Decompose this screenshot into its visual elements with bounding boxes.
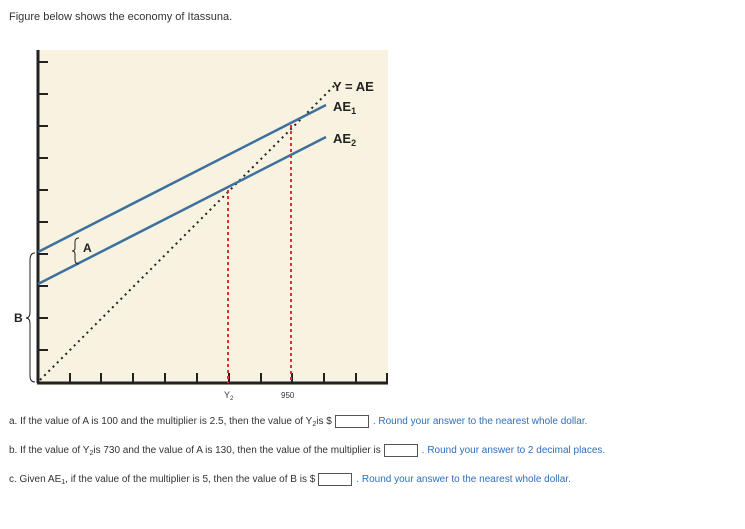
label-y-equals-ae: Y = AE xyxy=(333,79,374,94)
question-a-sub: 2 xyxy=(312,421,317,428)
label-a: A xyxy=(83,241,92,255)
question-b xyxy=(9,444,605,457)
label-ae1-main: AE xyxy=(333,99,352,114)
answer-b-input[interactable] xyxy=(384,444,418,457)
question-a-hint: . Round your answer to the nearest whole dollar. xyxy=(372,416,588,427)
label-b: B xyxy=(14,311,23,325)
intro-text: Figure below shows the economy of Itassuna. xyxy=(9,11,233,23)
question-c-sub: 1 xyxy=(61,479,66,486)
label-y2-sub: 2 xyxy=(230,396,234,400)
question-a-prefix: a. If the value of A is 100 and the multiplier is 2.5, then the value of Y xyxy=(9,416,313,427)
question-b-prefix: b. If the value of Y xyxy=(9,445,90,456)
label-ae2-sub: 2 xyxy=(351,138,357,148)
question-c-text xyxy=(9,474,315,485)
question-c-hint: . Round your answer to the nearest whole dollar. xyxy=(356,474,571,485)
label-ae2-main: AE xyxy=(333,131,352,146)
question-c-mid: , if the value of the multiplier is 5, then the value of B is $ xyxy=(65,474,316,485)
label-y2 xyxy=(224,390,234,400)
b-brace xyxy=(26,253,35,382)
question-b-mid: is 730 and the value of A is 130, then the value of the multiplier is xyxy=(93,445,381,456)
answer-a-input[interactable] xyxy=(335,415,369,428)
answer-c-input[interactable] xyxy=(318,473,352,486)
question-a xyxy=(9,415,587,428)
question-c-prefix: c. Given AE xyxy=(9,474,62,485)
label-y2-main: Y xyxy=(224,390,231,400)
question-b-sub: 2 xyxy=(89,450,94,457)
question-a-mid: is $ xyxy=(316,416,332,427)
question-a-text xyxy=(9,416,332,427)
question-b-hint: . Round your answer to 2 decimal places. xyxy=(421,445,606,456)
question-b-text xyxy=(9,445,381,456)
question-c xyxy=(9,473,571,486)
label-ae1-sub: 1 xyxy=(351,106,357,116)
label-950: 950 xyxy=(281,391,295,400)
